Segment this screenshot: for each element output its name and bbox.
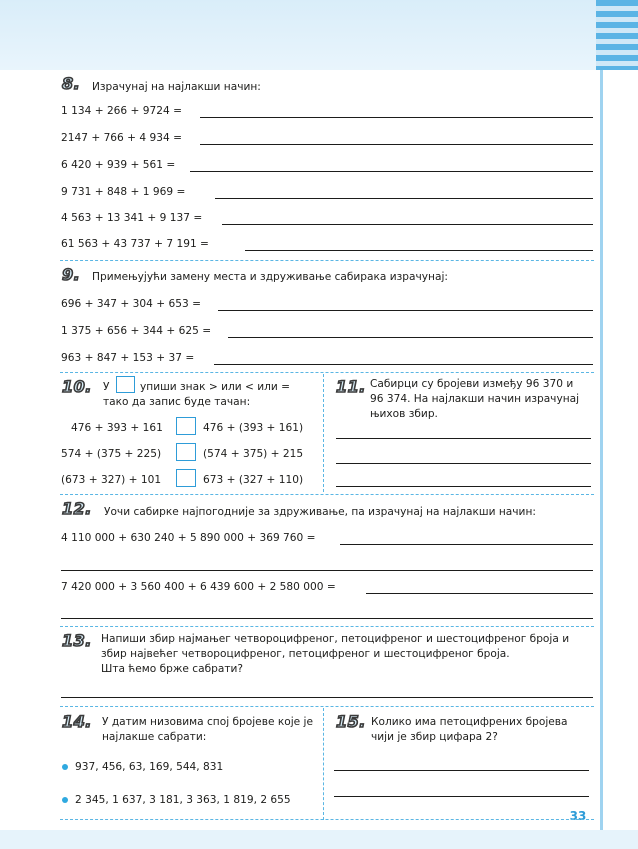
answer-line[interactable] — [334, 770, 589, 771]
task-9-number: 9. — [62, 265, 81, 284]
task-11-line-1: Сабирци су бројеви између 96 370 и — [370, 378, 574, 390]
answer-line[interactable] — [61, 570, 593, 571]
answer-line[interactable] — [218, 310, 593, 311]
task-14-line-2: најлакше сабрати: — [102, 731, 207, 743]
task-8-line-3: 6 420 + 939 + 561 = — [61, 159, 176, 171]
task-15-number: 15. — [336, 712, 366, 731]
task-8-line-2: 2147 + 766 + 4 934 = — [61, 132, 182, 144]
column-divider — [323, 708, 324, 820]
answer-line[interactable] — [61, 618, 593, 619]
task-9-line-2: 1 375 + 656 + 344 + 625 = — [61, 325, 212, 337]
answer-line[interactable] — [61, 697, 593, 698]
page-number: 33 — [569, 809, 587, 823]
task-12-number: 12. — [62, 499, 92, 518]
answer-line[interactable] — [340, 544, 593, 545]
task-8-line-5: 4 563 + 13 341 + 9 137 = — [61, 212, 203, 224]
task-10-instr-rest: упиши знак > или < или = — [140, 381, 291, 393]
task-9-instruction: Примењујући замену места и здруживање сабирака израчунај: — [92, 271, 448, 283]
bullet-icon — [62, 797, 68, 803]
sign-box-1[interactable] — [176, 417, 196, 435]
answer-line[interactable] — [245, 250, 593, 251]
task-8-line-6: 61 563 + 43 737 + 7 191 = — [61, 238, 209, 250]
task-10-row-1-left: 476 + 393 + 161 — [71, 422, 163, 434]
column-divider — [323, 374, 324, 492]
task-8-number: 8. — [62, 74, 81, 93]
sign-box-3[interactable] — [176, 469, 196, 487]
task-13-line-2: збир највећег четвороцифреног, петоцифреног и шестоцифреног броја. — [101, 648, 510, 660]
section-divider — [60, 819, 594, 820]
answer-line[interactable] — [214, 364, 593, 365]
answer-line[interactable] — [190, 171, 593, 172]
task-9-line-1: 696 + 347 + 304 + 653 = — [61, 298, 201, 310]
task-11-number: 11. — [336, 377, 366, 396]
answer-line[interactable] — [200, 117, 593, 118]
task-10-instr-u: У — [103, 381, 110, 393]
answer-line[interactable] — [200, 144, 593, 145]
top-band — [0, 0, 638, 70]
task-13-line-3: Шта ћемо брже сабрати? — [101, 663, 244, 675]
task-10-row-3-right: 673 + (327 + 110) — [203, 474, 304, 486]
answer-line[interactable] — [215, 198, 593, 199]
section-divider — [60, 260, 594, 261]
sample-box — [116, 376, 135, 393]
answer-line[interactable] — [334, 796, 589, 797]
right-margin-bar — [600, 70, 603, 830]
section-divider — [60, 372, 594, 373]
bullet-icon — [62, 764, 68, 770]
task-12-line-1: 4 110 000 + 630 240 + 5 890 000 + 369 760 = — [61, 532, 316, 544]
task-10-row-1-right: 476 + (393 + 161) — [203, 422, 304, 434]
bottom-band — [0, 830, 638, 849]
task-9-line-3: 963 + 847 + 153 + 37 = — [61, 352, 195, 364]
task-10-row-2-left: 574 + (375 + 225) — [61, 448, 162, 460]
task-14-series-2[interactable]: 2 345, 1 637, 3 181, 3 363, 1 819, 2 655 — [75, 794, 291, 806]
task-8-line-4: 9 731 + 848 + 1 969 = — [61, 186, 186, 198]
task-10-row-2-right: (574 + 375) + 215 — [203, 448, 304, 460]
answer-line[interactable] — [336, 486, 591, 487]
task-13-number: 13. — [62, 631, 92, 650]
answer-line[interactable] — [336, 463, 591, 464]
task-14-number: 14. — [62, 712, 92, 731]
task-13-line-1: Напиши збир најмањег четвороцифреног, петоцифреног и шестоцифреног броја и — [101, 633, 570, 645]
task-8-instruction: Израчунај на најлакши начин: — [92, 81, 261, 93]
answer-line[interactable] — [366, 593, 593, 594]
task-15-line-2: чији је збир цифара 2? — [371, 731, 498, 743]
task-10-instr-line2: тако да запис буде тачан: — [103, 396, 251, 408]
task-11-line-3: њихов збир. — [370, 408, 438, 420]
task-14-line-1: У датим низовима спој бројеве које је — [102, 716, 314, 728]
answer-line[interactable] — [336, 438, 591, 439]
section-divider — [60, 494, 594, 495]
task-15-line-1: Колико има петоцифрених бројева — [371, 716, 568, 728]
top-stripes-decoration — [596, 0, 638, 70]
task-12-line-2: 7 420 000 + 3 560 400 + 6 439 600 + 2 580 000 = — [61, 581, 336, 593]
task-10-row-3-left: (673 + 327) + 101 — [61, 474, 162, 486]
answer-line[interactable] — [222, 224, 593, 225]
task-14-series-1[interactable]: 937, 456, 63, 169, 544, 831 — [75, 761, 224, 773]
task-8-line-1: 1 134 + 266 + 9724 = — [61, 105, 182, 117]
task-10-number: 10. — [62, 377, 92, 396]
task-12-instruction: Уочи сабирке најпогодније за здруживање, па израчунај на најлакши начин: — [104, 506, 536, 518]
sign-box-2[interactable] — [176, 443, 196, 461]
answer-line[interactable] — [228, 337, 593, 338]
section-divider — [60, 706, 594, 707]
task-11-line-2: 96 374. На најлакши начин израчунај — [370, 393, 580, 405]
section-divider — [60, 626, 594, 627]
